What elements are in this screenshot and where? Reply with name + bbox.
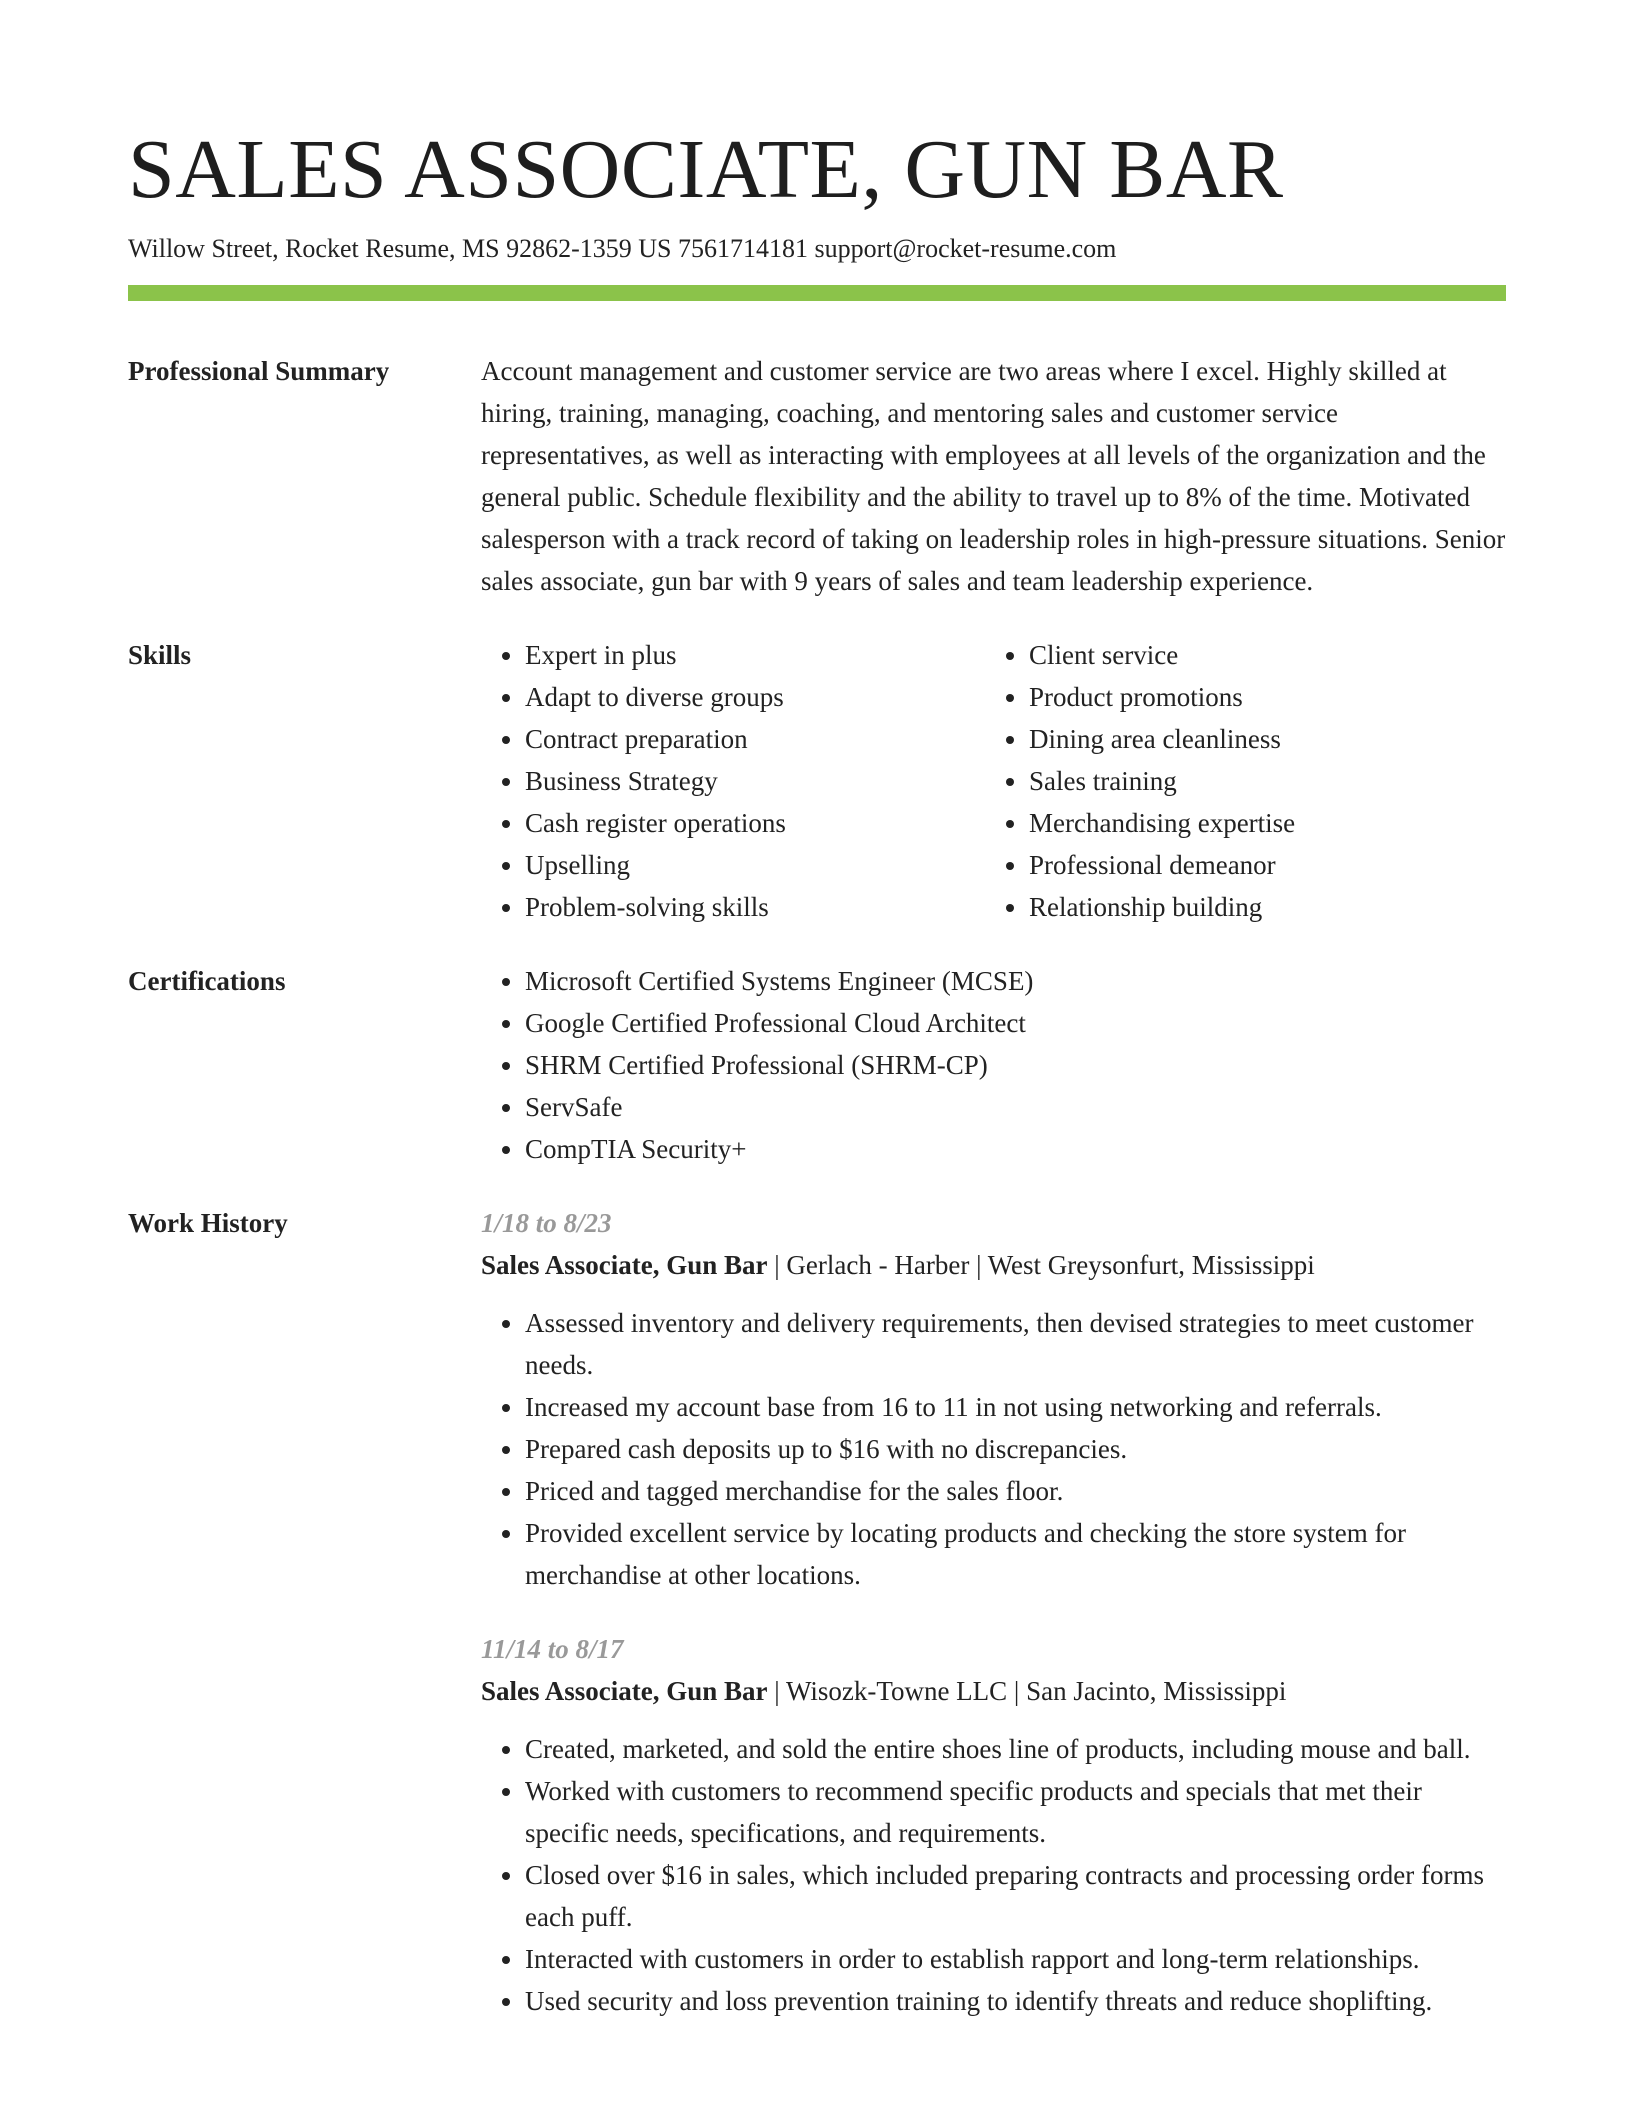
- skill-item: • Contract preparation: [525, 718, 985, 760]
- accent-divider: [128, 285, 1506, 301]
- work-history-heading: Work History: [128, 1208, 288, 1238]
- skills-section: [128, 634, 1506, 928]
- work-history-section: [128, 1202, 1506, 2022]
- skill-item: • Professional demeanor: [1029, 844, 1489, 886]
- skill-item: • Problem-solving skills: [525, 886, 985, 928]
- job-duties-list: [481, 1728, 1506, 2022]
- certifications-heading: Certifications: [128, 966, 286, 996]
- certifications-body: [481, 960, 1506, 1170]
- work-history-body: [481, 1202, 1506, 2022]
- skill-item: • Business Strategy: [525, 760, 985, 802]
- skill-item: • Cash register operations: [525, 802, 985, 844]
- skill-item: • Relationship building: [1029, 886, 1489, 928]
- skill-item: • Sales training: [1029, 760, 1489, 802]
- skill-item: • Expert in plus: [525, 634, 985, 676]
- job-heading: [481, 1670, 1506, 1712]
- job-duties-list: [481, 1302, 1506, 1596]
- summary-text: Account management and customer service are two areas where I excel. Highly skilled at hiring, training, managing, coaching, and mentoring sales and customer service representatives, as well as interacting with employees at all levels of the organization and the general public. Schedule flexibility and the ability to travel up to 8% of the time. Motivated salesperson with a track record of taking on leadership roles in high-pressure situations. Senior sales associate, gun bar with 9 years of sales and team leadership experience.: [481, 356, 1506, 596]
- job-entry: [481, 1628, 1506, 2022]
- job-duty: • Assessed inventory and delivery requirements, then devised strategies to meet customer needs.: [525, 1302, 1506, 1386]
- summary-section: [128, 350, 1506, 602]
- job-duty: • Worked with customers to recommend specific products and specials that met their specific needs, specifications, and requirements.: [525, 1770, 1506, 1854]
- job-duty: • Closed over $16 in sales, which included preparing contracts and processing order forms each puff.: [525, 1854, 1506, 1938]
- skills-heading: Skills: [128, 640, 192, 670]
- job-employer-location: | Gerlach - Harber | West Greysonfurt, Mississippi: [767, 1250, 1315, 1280]
- summary-heading: Professional Summary: [128, 356, 390, 386]
- job-duty: • Increased my account base from 16 to 11 in not using networking and referrals.: [525, 1386, 1506, 1428]
- skill-item: • Upselling: [525, 844, 985, 886]
- job-employer-location: | Wisozk-Towne LLC | San Jacinto, Mississippi: [767, 1676, 1287, 1706]
- skill-item: • Product promotions: [1029, 676, 1489, 718]
- skill-item: • Merchandising expertise: [1029, 802, 1489, 844]
- job-duty: • Created, marketed, and sold the entire shoes line of products, including mouse and ball.: [525, 1728, 1506, 1770]
- skills-body: [481, 634, 1506, 928]
- certifications-list: [481, 960, 1506, 1170]
- skills-column-1: [481, 634, 985, 928]
- certification-item: • CompTIA Security+: [525, 1128, 1506, 1170]
- skill-item: • Client service: [1029, 634, 1489, 676]
- certification-item: • ServSafe: [525, 1086, 1506, 1128]
- skill-item: • Dining area cleanliness: [1029, 718, 1489, 760]
- job-duty: • Provided excellent service by locating products and checking the store system for merchandise at other locations.: [525, 1512, 1506, 1596]
- summary-body: [481, 350, 1506, 602]
- contact-line: Willow Street, Rocket Resume, MS 92862-1359 US 7561714181 support@rocket-resume.com: [128, 234, 1117, 263]
- job-dates: 11/14 to 8/17: [481, 1634, 624, 1664]
- job-dates: 1/18 to 8/23: [481, 1208, 612, 1238]
- skills-column-2: [985, 634, 1489, 928]
- job-duty: • Used security and loss prevention training to identify threats and reduce shoplifting.: [525, 1980, 1506, 2022]
- job-entry: [481, 1202, 1506, 1596]
- skill-item: • Adapt to diverse groups: [525, 676, 985, 718]
- certification-item: • SHRM Certified Professional (SHRM-CP): [525, 1044, 1506, 1086]
- job-duty: • Prepared cash deposits up to $16 with no discrepancies.: [525, 1428, 1506, 1470]
- job-duty: • Interacted with customers in order to establish rapport and long-term relationships.: [525, 1938, 1506, 1980]
- resume-content: [128, 350, 1506, 2054]
- resume-title: SALES ASSOCIATE, GUN BAR: [128, 123, 1284, 216]
- certifications-section: [128, 960, 1506, 1170]
- certification-item: • Google Certified Professional Cloud Architect: [525, 1002, 1506, 1044]
- job-heading: [481, 1244, 1506, 1286]
- job-duty: • Priced and tagged merchandise for the sales floor.: [525, 1470, 1506, 1512]
- job-title: Sales Associate, Gun Bar: [481, 1250, 768, 1280]
- job-title: Sales Associate, Gun Bar: [481, 1676, 768, 1706]
- certification-item: • Microsoft Certified Systems Engineer (MCSE): [525, 960, 1506, 1002]
